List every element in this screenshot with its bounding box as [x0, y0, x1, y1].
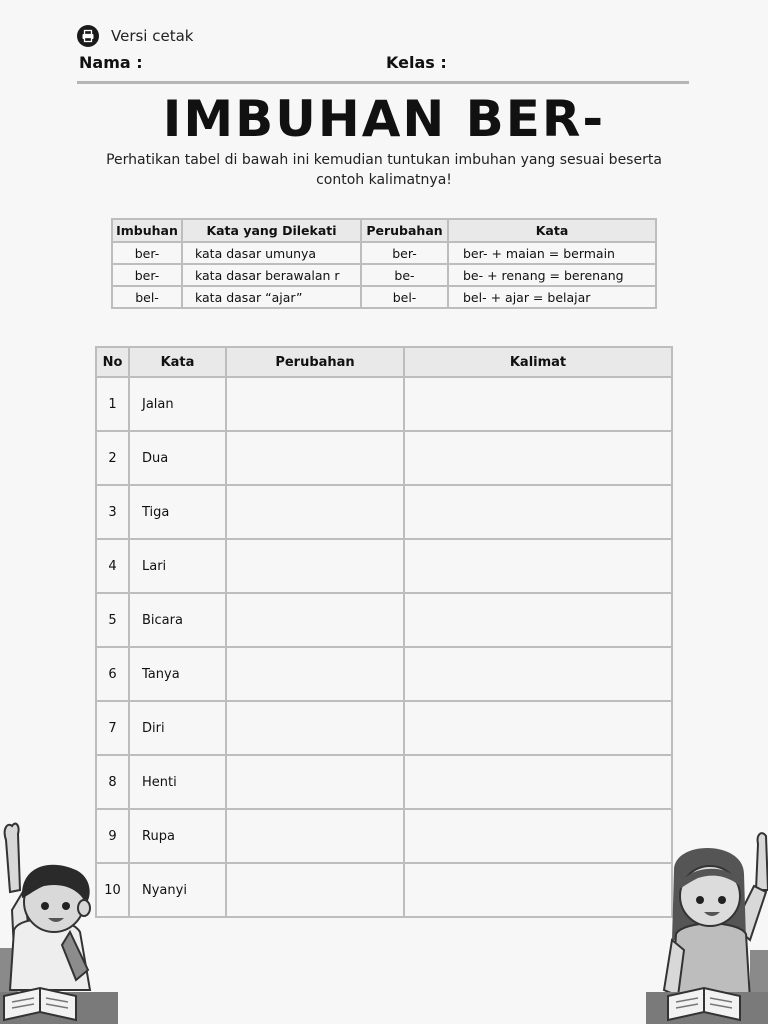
row-number: 3	[96, 485, 129, 539]
kalimat-answer-cell[interactable]	[404, 863, 672, 917]
perubahan-answer-cell[interactable]	[226, 701, 404, 755]
table-row	[112, 286, 656, 308]
perubahan-answer-cell[interactable]	[226, 809, 404, 863]
page-title: IMBUHAN BER-	[162, 90, 606, 148]
kalimat-answer-cell[interactable]	[404, 701, 672, 755]
girl-illustration	[638, 830, 768, 1024]
perubahan-answer-cell[interactable]	[226, 485, 404, 539]
kalimat-answer-cell[interactable]	[404, 485, 672, 539]
ref-header-kata-dilekati: Kata yang Dilekati	[182, 219, 361, 242]
perubahan-answer-cell[interactable]	[226, 539, 404, 593]
exercise-table-header	[96, 347, 672, 377]
row-kata: Tiga	[129, 485, 226, 539]
row-number: 10	[96, 863, 129, 917]
nama-label: Nama :	[79, 53, 143, 72]
row-number: 9	[96, 809, 129, 863]
table-row	[96, 647, 672, 701]
table-row	[96, 431, 672, 485]
table-row	[96, 863, 672, 917]
row-kata: Bicara	[129, 593, 226, 647]
print-version-label: Versi cetak	[111, 27, 194, 45]
ref-cell-imbuhan: ber-	[112, 242, 182, 264]
ref-cell-kata-dilekati: kata dasar berawalan r	[182, 264, 361, 286]
perubahan-answer-cell[interactable]	[226, 377, 404, 431]
ref-cell-kata-dilekati: kata dasar umunya	[182, 242, 361, 264]
header-no: No	[96, 347, 129, 377]
header-kata: Kata	[129, 347, 226, 377]
reference-table-header	[112, 219, 656, 242]
table-row	[96, 539, 672, 593]
row-kata: Dua	[129, 431, 226, 485]
row-kata: Rupa	[129, 809, 226, 863]
perubahan-answer-cell[interactable]	[226, 863, 404, 917]
row-number: 7	[96, 701, 129, 755]
exercise-table	[95, 346, 673, 918]
ref-cell-imbuhan: ber-	[112, 264, 182, 286]
perubahan-answer-cell[interactable]	[226, 755, 404, 809]
ref-cell-kata: ber- + maian = bermain	[448, 242, 656, 264]
table-row	[112, 242, 656, 264]
ref-cell-perubahan: bel-	[361, 286, 448, 308]
ref-cell-perubahan: ber-	[361, 242, 448, 264]
ref-header-perubahan: Perubahan	[361, 219, 448, 242]
table-row	[96, 485, 672, 539]
row-kata: Lari	[129, 539, 226, 593]
ref-header-kata: Kata	[448, 219, 656, 242]
table-row	[96, 755, 672, 809]
print-version-link[interactable]	[77, 25, 193, 47]
ref-cell-perubahan: be-	[361, 264, 448, 286]
ref-cell-imbuhan: bel-	[112, 286, 182, 308]
row-kata: Henti	[129, 755, 226, 809]
table-row	[112, 264, 656, 286]
perubahan-answer-cell[interactable]	[226, 593, 404, 647]
row-kata: Jalan	[129, 377, 226, 431]
header-kalimat: Kalimat	[404, 347, 672, 377]
boy-illustration	[0, 820, 120, 1024]
ref-header-imbuhan: Imbuhan	[112, 219, 182, 242]
row-number: 8	[96, 755, 129, 809]
kalimat-answer-cell[interactable]	[404, 431, 672, 485]
header-perubahan: Perubahan	[226, 347, 404, 377]
kalimat-answer-cell[interactable]	[404, 539, 672, 593]
header-divider	[77, 81, 689, 84]
kalimat-answer-cell[interactable]	[404, 593, 672, 647]
row-number: 1	[96, 377, 129, 431]
kalimat-answer-cell[interactable]	[404, 755, 672, 809]
table-row	[96, 593, 672, 647]
table-row	[96, 377, 672, 431]
perubahan-answer-cell[interactable]	[226, 647, 404, 701]
row-kata: Diri	[129, 701, 226, 755]
ref-cell-kata: be- + renang = berenang	[448, 264, 656, 286]
row-number: 2	[96, 431, 129, 485]
printer-icon	[77, 25, 99, 47]
kalimat-answer-cell[interactable]	[404, 647, 672, 701]
kalimat-answer-cell[interactable]	[404, 809, 672, 863]
ref-cell-kata-dilekati: kata dasar “ajar”	[182, 286, 361, 308]
table-row	[96, 701, 672, 755]
row-number: 5	[96, 593, 129, 647]
table-row	[96, 809, 672, 863]
row-number: 6	[96, 647, 129, 701]
row-number: 4	[96, 539, 129, 593]
kalimat-answer-cell[interactable]	[404, 377, 672, 431]
row-kata: Tanya	[129, 647, 226, 701]
row-kata: Nyanyi	[129, 863, 226, 917]
reference-table	[111, 218, 657, 309]
ref-cell-kata: bel- + ajar = belajar	[448, 286, 656, 308]
instructions-text: Perhatikan tabel di bawah ini kemudian tuntukan imbuhan yang sesuai beserta contoh kalimatnya!	[106, 152, 662, 188]
perubahan-answer-cell[interactable]	[226, 431, 404, 485]
kelas-label: Kelas :	[386, 53, 447, 72]
